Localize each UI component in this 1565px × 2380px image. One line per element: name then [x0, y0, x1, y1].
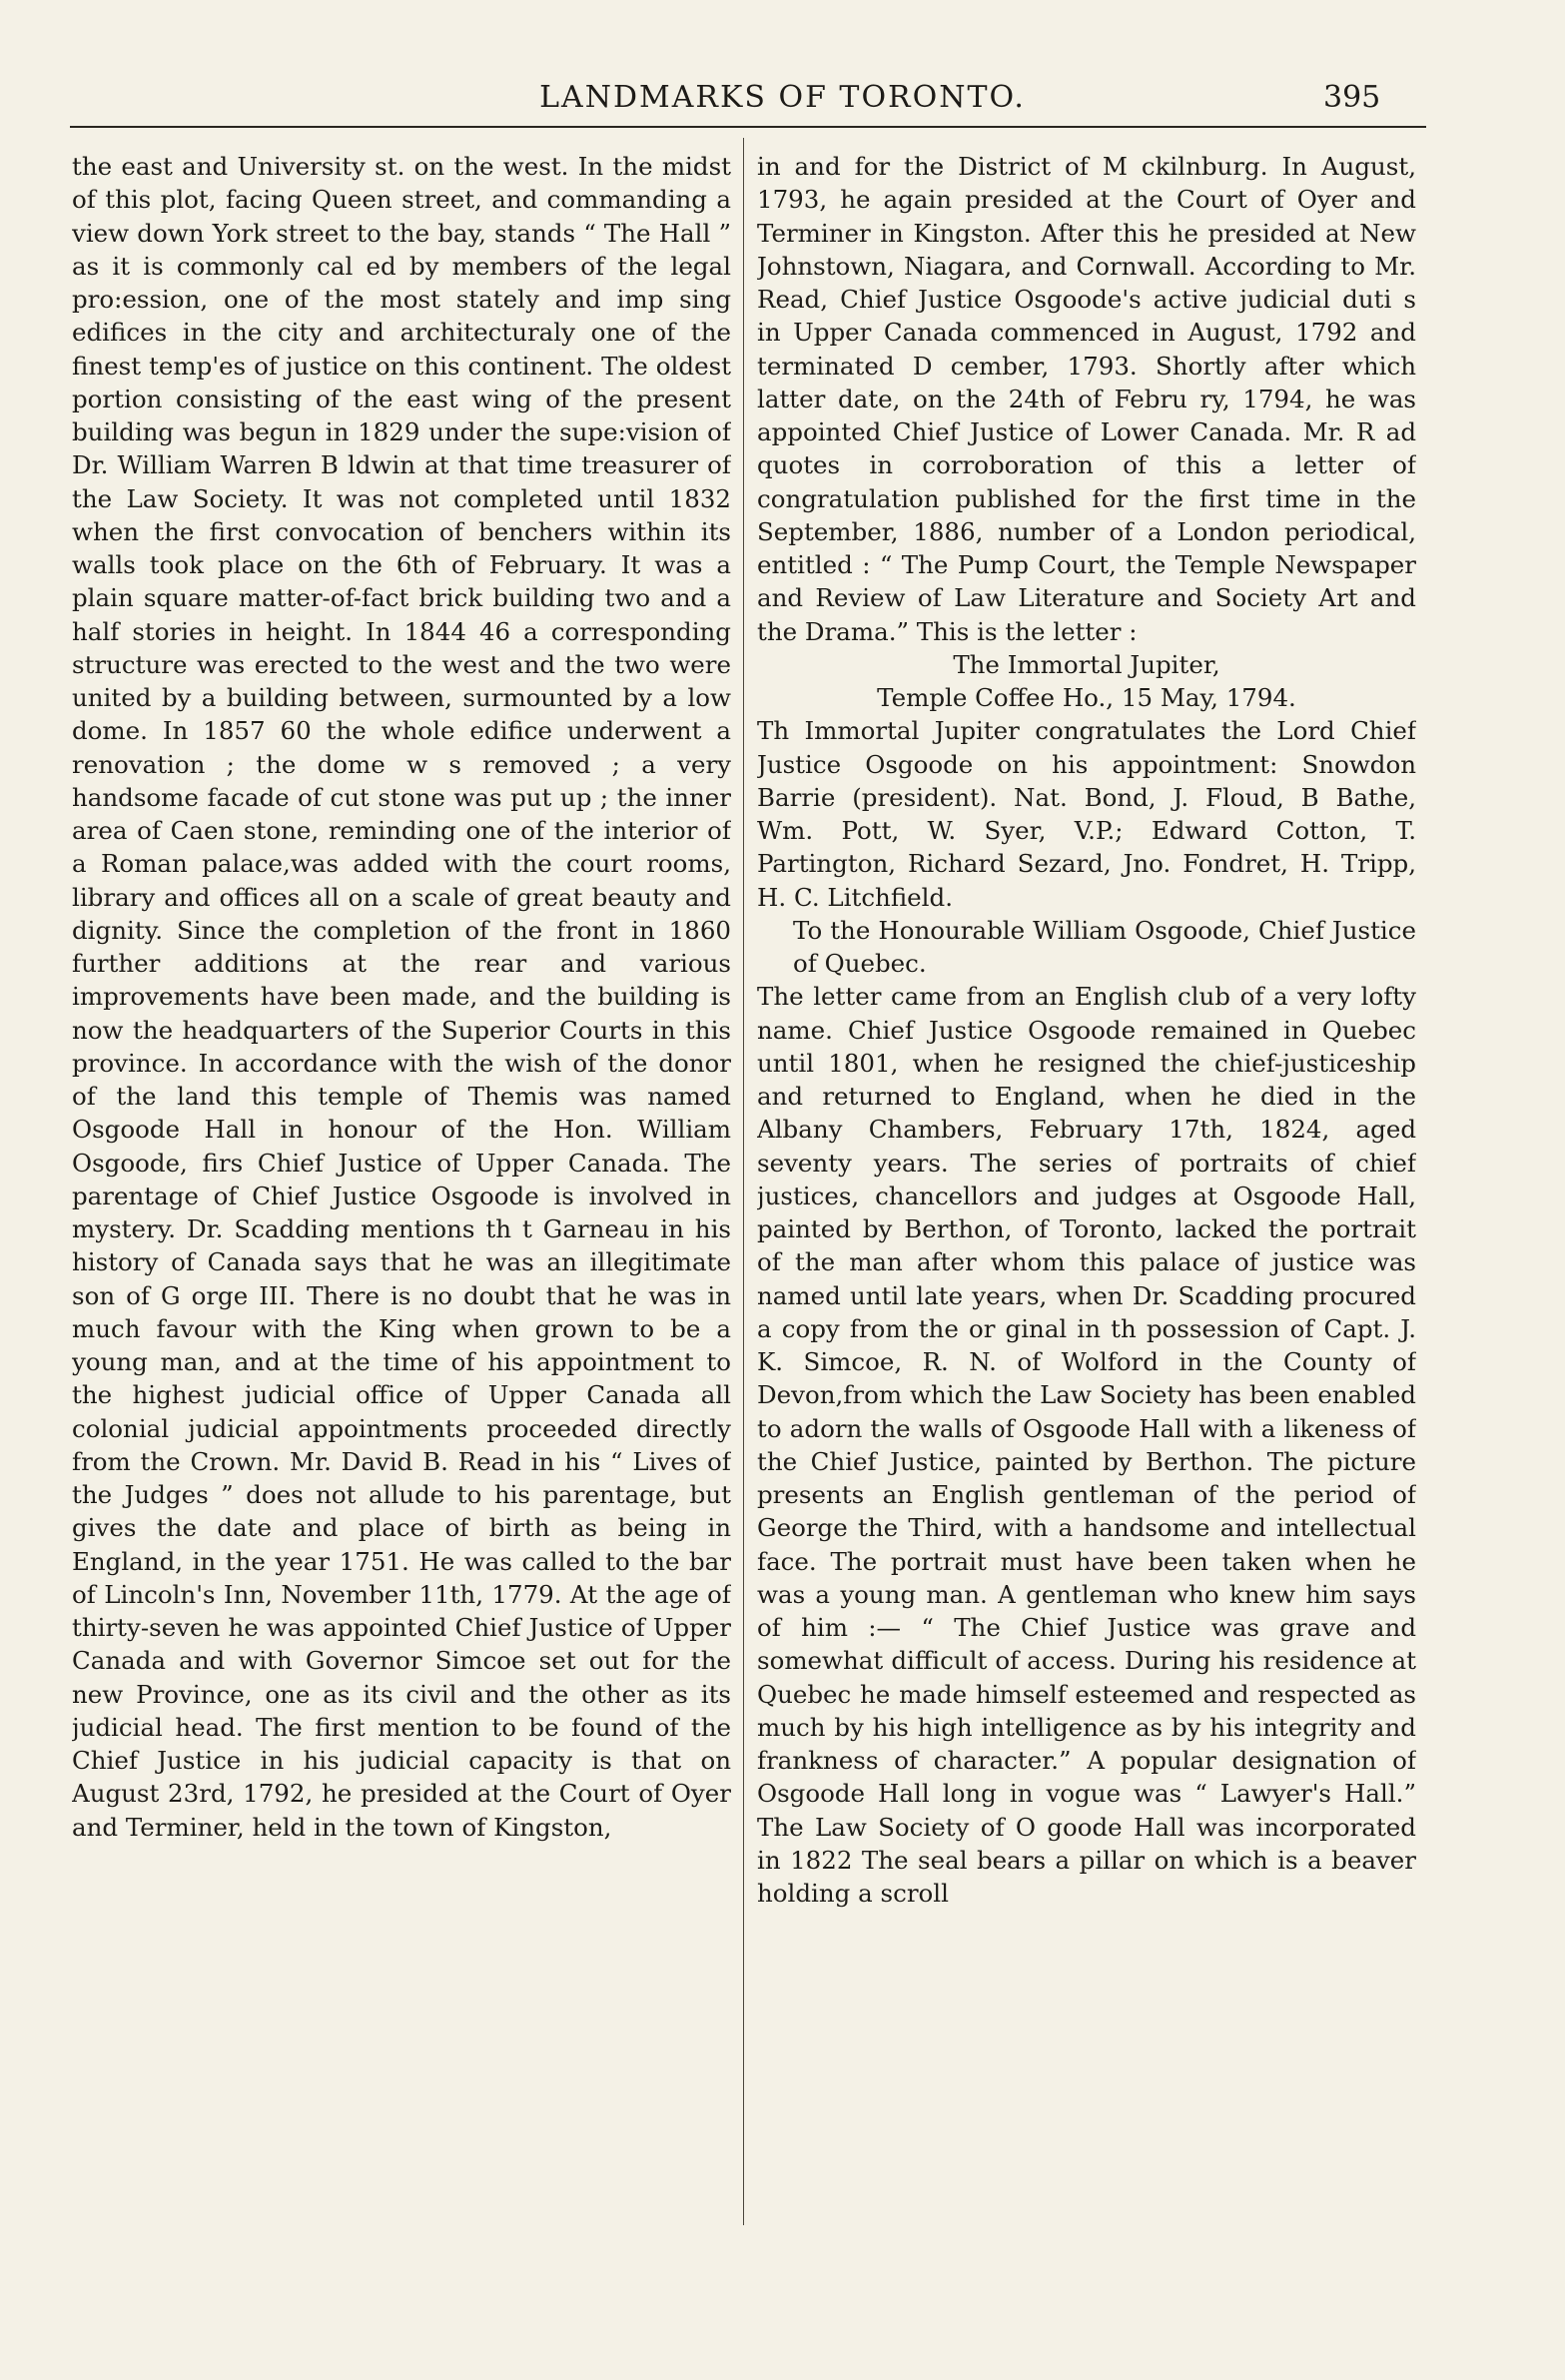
page-number: 395: [1323, 80, 1381, 115]
column-divider: [743, 138, 744, 2225]
right-paragraph-1: in and for the District of M ckilnburg. In August, 1793, he again presided at the Court of Oyer and Terminer in Kingston. After this he presided at New Johnstown, Niagara, and Cornwall. According to Mr. Read, Chief Justice Osgoode's active judicial duti s in Upper Canada commenced in August, 1792 and terminated D cember, 1793. Shortly after which latter date, on the 24th of Febru ry, 1794, he was appointed Chief Justice of Lower Canada. Mr. R ad quotes in corroboration of this a letter of congratulation published for the first time in the September, 1886, number of a London periodical, entitled : “ The Pump Court, the Temple Newspaper and Review of Law Literature and Society Art and the Drama.” This is the letter :: [757, 152, 1416, 646]
header-rule: [70, 126, 1426, 128]
left-paragraph-1: the east and University st. on the west. In the midst of this plot, facing Queen street, and commanding a view down York street to the bay, stands “ The Hall ” as it is commonly cal ed by members of the legal pro:ession, one of the most stately and imp sing edifices in the city and architecturaly one of the finest temp'es of justice on this continent. The oldest portion consisting of the east wing of the present building was begun in 1829 under the supe:vision of Dr. William Warren B ldwin at that time treasurer of the Law Society. It was not completed until 1832 when the first convocation of benchers within its walls took place on the 6th of February. It was a plain square matter-of-fact brick building two and a half stories in height. In 1844 46 a corresponding structure was erected to the west and the two were united by a building between, surmounted by a low dome. In 1857 60 the whole edifice underwent a renovation ; the dome w s removed ; a very handsome facade of cut stone was put up ; the inner area of Caen stone, reminding one of the interior of a Roman palace,was added with the court rooms, library and offices all on a scale of great beauty and dignity. Since the completion of the front in 1860 further additions at the rear and various improvements have been made, and the building is now the headquarters of the Superior Courts in this province. In accordance with the wish of the donor of the land this temple of Themis was named Osgoode Hall in honour of the Hon. William Osgoode, firs Chief Justice of Upper Canada. The parentage of Chief Justice Osgoode is involved in mystery. Dr. Scadding mentions th t Garneau in his history of Canada says that he was an illegitimate son of G orge III. There is no doubt that he was in much favour with the King when grown to be a young man, and at the time of his appointment to the highest judicial office of Upper Canada all colonial judicial appointments proceeded directly from the Crown. Mr. David B. Read in his “ Lives of the Judges ” does not allude to his parentage, but gives the date and place of birth as being in England, in the year 1751. He was called to the bar of Lincoln's Inn, November 11th, 1779. At the age of thirty-seven he was appointed Chief Justice of Upper Canada and with Governor Simcoe set out for the new Province, one as its civil and the other as its judicial head. The first mention to be found of the Chief Justice in his judicial capacity is that on August 23rd, 1792, he presided at the Court of Oyer and Terminer, held in the town of Kingston,: [72, 152, 731, 1842]
running-title: LANDMARKS OF TORONTO.: [539, 80, 1026, 115]
left-column: [72, 150, 731, 2347]
page-header: [0, 72, 1565, 122]
right-paragraph-3: To the Honourable William Osgoode, Chief Justice of Quebec.: [793, 915, 1416, 978]
right-paragraph-2: Th Immortal Jupiter congratulates the Lord Chief Justice Osgoode on his appointment: Snowdon Barrie (president). Nat. Bond, J. Floud, B Bathe, Wm. Pott, W. Syer, V.P.; Edward Cotton, T. Partington, Richard Sezard, Jno. Fondret, H. Tripp, H. C. Litchfield.: [757, 716, 1416, 912]
right-paragraph-4: The letter came from an English club of a very lofty name. Chief Justice Osgoode remained in Quebec until 1801, when he resigned the chief-justiceship and returned to England, when he died in the Albany Chambers, February 17th, 1824, aged seventy years. The series of portraits of chief justices, chancellors and judges at Osgoode Hall, painted by Berthon, of Toronto, lacked the portrait of the man after whom this palace of justice was named until late years, when Dr. Scadding procured a copy from the or ginal in th possession of Capt. J. K. Simcoe, R. N. of Wolford in the County of Devon,from which the Law Society has been enabled to adorn the walls of Osgoode Hall with a likeness of the Chief Justice, painted by Berthon. The picture presents an English gentleman of the period of George the Third, with a handsome and intellectual face. The portrait must have been taken when he was a young man. A gentleman who knew him says of him :— “ The Chief Justice was grave and somewhat difficult of access. During his residence at Quebec he made himself esteemed and respected as much by his high intelligence as by his integrity and frankness of character.” A popular designation of Osgoode Hall long in vogue was “ Lawyer's Hall.” The Law Society of O goode Hall was incorporated in 1822 The seal bears a pillar on which is a beaver holding a scroll: [757, 982, 1416, 1908]
letter-heading-line-1: The Immortal Jupiter,: [953, 649, 1220, 679]
letter-heading-line-2: Temple Coffee Ho., 15 May, 1794.: [877, 683, 1296, 712]
right-column: [757, 150, 1416, 2347]
